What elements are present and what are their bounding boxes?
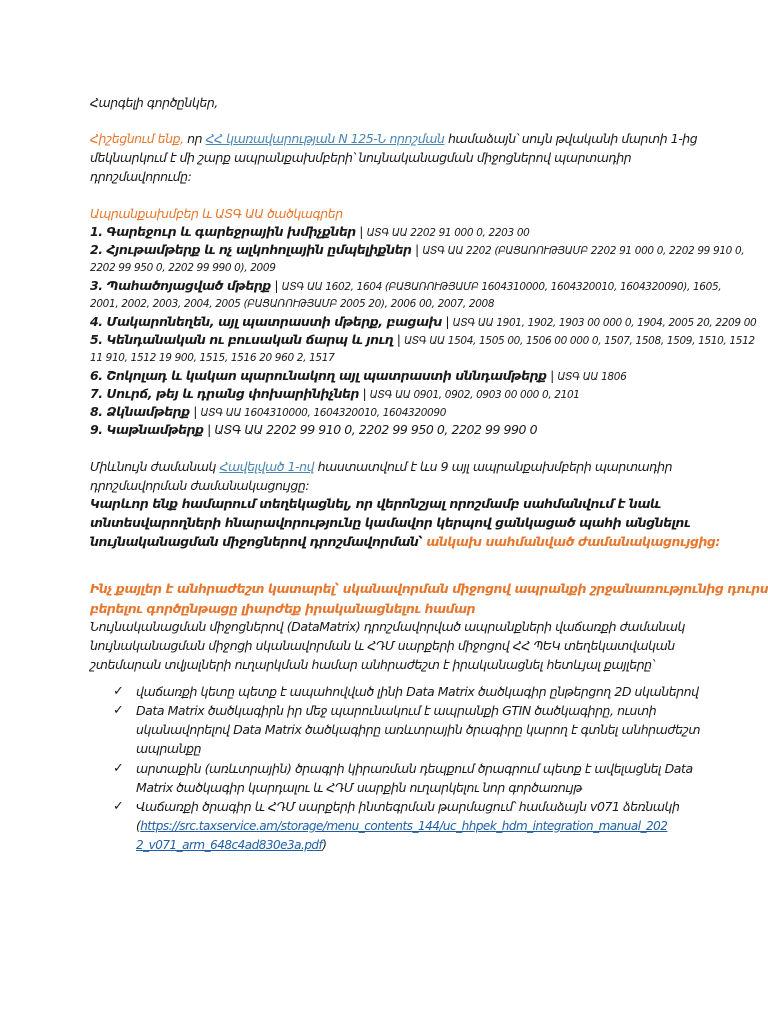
group-name: 8. Ձկնամթերք bbox=[90, 404, 190, 419]
note-line-1 bbox=[90, 458, 672, 476]
group-item-2-codes-cont: 2202 99 950 0, 2202 99 990 0), 2009 bbox=[90, 262, 276, 274]
check-icon: ✓ bbox=[113, 799, 124, 814]
group-item-9 bbox=[90, 421, 537, 439]
group-item-5-codes-cont: 11 910, 1512 19 900, 1515, 1516 20 960 2, 1517 bbox=[90, 352, 335, 364]
intro-line-3: դրոշմավորումը: bbox=[90, 169, 192, 184]
integration-manual-link[interactable]: https://src.taxservice.am/storage/menu_contents_144/uc_hhpek_hdm_integration_manual_202 bbox=[140, 819, 668, 833]
group-codes: ԱՏԳ ԱԱ 1604310000, 1604320010, 1604320090 bbox=[200, 407, 447, 419]
bullet-4-url-line-2 bbox=[136, 836, 326, 854]
important-highlight: անկախ սահմանված ժամանակացույցից: bbox=[422, 534, 720, 549]
separator: | bbox=[358, 386, 370, 401]
steps-heading-line-1: Ինչ քայլեր է անհրաժեշտ կատարել՝ սկանավորման միջոցով ապրանքի շրջանառությունից դուրս bbox=[90, 581, 768, 596]
decision-125-link[interactable]: ՀՀ կառավարության N 125-Ն որոշման bbox=[205, 131, 445, 146]
bullet-2-line-1: Data Matrix ծածկագիրն իր մեջ պարունակում է ապրանքի GTIN ծածկագիրը, ուստի bbox=[136, 703, 657, 718]
separator: | bbox=[203, 422, 215, 437]
note-text-tail: հաստատվում է ևս 9 այլ ապրանքախմբերի պարտադիր bbox=[314, 459, 673, 474]
important-line-2: տնտեսվարողների հնարավորությունը կամավոր կերպով ցանկացած պահի անցնելու bbox=[90, 515, 691, 530]
intro-highlight: Հիշեցնում ենք, bbox=[90, 131, 184, 146]
important-line-1: Կարևոր ենք համարում տեղեկացնել, որ վերոնշյալ որոշմամբ սահմանվում է նաև bbox=[90, 496, 661, 511]
bullet-2-line-2: սկանավորելով Data Matrix ծածկագիրը առևտրային ծրագիրը կարող է գտնել անհրաժեշտ bbox=[136, 722, 701, 737]
check-icon: ✓ bbox=[113, 684, 124, 699]
group-name: 6. Շոկոլադ և կակաո պարունակող այլ պատրաստի սննդամթերք bbox=[90, 368, 547, 383]
group-name: 7. Սուրճ, թեյ և դրանց փոխարինիչներ bbox=[90, 386, 359, 401]
separator: | bbox=[411, 242, 423, 257]
bullet-2-line-3: ապրանքը bbox=[136, 741, 202, 756]
group-item-3-codes-cont: 2001, 2002, 2003, 2004, 2005 (ԲԱՑԱՌՈՒԹՅԱՄԲ 2005 20), 2006 00, 2007, 2008 bbox=[90, 298, 495, 310]
note-text: Միևնույն ժամանակ bbox=[90, 459, 220, 474]
groups-heading: Ապրանքախմբեր և ԱՏԳ ԱԱ ծածկագրեր bbox=[90, 206, 343, 221]
group-name: 9. Կաթնամթերք bbox=[90, 422, 204, 437]
check-icon: ✓ bbox=[113, 703, 124, 718]
group-name: 1. Գարեջուր և գարեջրային խմիչքներ bbox=[90, 224, 356, 239]
steps-heading-line-2: բերելու գործընթացը լիարժեք իրականացնելու համար bbox=[90, 601, 476, 616]
bullet-4-line-1: Վաճառքի ծրագիր և ՀԴՄ սարքերի ինտեգրման թարմացում՝ համաձայն v071 ձեռնակի bbox=[136, 799, 680, 814]
group-name: 5. Կենդանական ու բուսական ճարպ և յուղ bbox=[90, 332, 394, 347]
separator: | bbox=[355, 224, 367, 239]
bullet-4-url-line-1 bbox=[136, 817, 667, 835]
group-item-2 bbox=[90, 241, 744, 260]
bullet-3-line-1: արտաքին (առևտրային) ծրագրի կիրառման դեպքում ծրագրում պետք է ավելացնել Data bbox=[136, 761, 693, 776]
important-text: նույնականացման միջոցներով դրոշմավորման՝ bbox=[90, 534, 423, 549]
group-codes: ԱՏԳ ԱԱ 1806 bbox=[557, 371, 627, 383]
group-item-7 bbox=[90, 385, 580, 404]
separator: | bbox=[546, 368, 558, 383]
bullet-3-line-2: Matrix ծածկագիր կարդալու և ՀԴՄ սարքին ուղարկելու նոր գործառույթ bbox=[136, 780, 583, 795]
paren: ( bbox=[136, 819, 141, 833]
group-name: 2. Հյութամթերք և ոչ ալկոհոլային ըմպելիքներ bbox=[90, 242, 412, 257]
integration-manual-link-cont[interactable]: 2_v071_arm_648c4ad830e3a.pdf bbox=[136, 838, 323, 852]
steps-intro-line-2: նույնականացման միջոցի սկանավորման և ՀԴՄ սարքերի միջոցով ՀՀ ՊԵԿ տեղեկատվական bbox=[90, 638, 675, 653]
separator: | bbox=[189, 404, 201, 419]
greeting: Հարգելի գործընկեր, bbox=[90, 95, 218, 110]
appendix-1-link[interactable]: Հավելված 1-ով bbox=[219, 459, 315, 474]
intro-text-tail: համաձայն՝ սույն թվականի մարտի 1-ից bbox=[444, 131, 698, 146]
group-item-5 bbox=[90, 331, 755, 350]
group-codes: ԱՏԳ ԱԱ 1504, 1505 00, 1506 00 000 0, 1507, 1508, 1509, 1510, 1512 bbox=[404, 335, 755, 347]
separator: | bbox=[270, 278, 282, 293]
group-item-3 bbox=[90, 277, 721, 296]
separator: | bbox=[393, 332, 405, 347]
note-line-2: դրոշմավորման ժամանակացույցը: bbox=[90, 478, 310, 493]
group-item-8 bbox=[90, 403, 446, 422]
steps-intro-line-3: շտեմարան տվյալների ուղարկման համար անհրաժեշտ է իրականացնել հետևյալ քայլերը՝ bbox=[90, 657, 655, 672]
group-codes: ԱՏԳ ԱԱ 1901, 1902, 1903 00 000 0, 1904, 2005 20, 2209 00 bbox=[452, 317, 757, 329]
intro-line-2: մեկնարկում է մի շարք ապրանքախմբերի՝ նույնականացման միջոցներով պարտադիր bbox=[90, 150, 632, 165]
bullet-1: վաճառքի կետը պետք է ապահովված լինի Data Matrix ծածկագիր ընթերցող 2D սկաներով bbox=[136, 684, 699, 699]
steps-intro-line-1: Նույնականացման միջոցներով (DataMatrix) դրոշմավորված ապրանքների վաճառքի ժամանակ bbox=[90, 619, 685, 634]
group-codes: ԱՏԳ ԱԱ 2202 (ԲԱՑԱՌՈՒԹՅԱՄԲ 2202 91 000 0, 2202 99 910 0, bbox=[422, 245, 745, 257]
group-item-1 bbox=[90, 223, 529, 242]
group-codes: ԱՏԳ ԱԱ 2202 99 910 0, 2202 99 950 0, 2202 99 990 0 bbox=[214, 422, 538, 437]
intro-line-1 bbox=[90, 130, 697, 148]
important-line-3 bbox=[90, 533, 720, 551]
group-codes: ԱՏԳ ԱԱ 0901, 0902, 0903 00 000 0, 2101 bbox=[369, 389, 580, 401]
group-codes: ԱՏԳ ԱԱ 2202 91 000 0, 2203 00 bbox=[366, 227, 530, 239]
intro-text: որ bbox=[183, 131, 206, 146]
group-codes: ԱՏԳ ԱԱ 1602, 1604 (ԲԱՑԱՌՈՒԹՅԱՄԲ 1604310000, 1604320010, 1604320090), 1605, bbox=[281, 281, 722, 293]
group-item-6 bbox=[90, 367, 626, 386]
group-name: 4. Մակարոնեղեն, այլ պատրաստի մթերք, բացախ bbox=[90, 314, 442, 329]
paren: ) bbox=[322, 838, 327, 852]
separator: | bbox=[441, 314, 453, 329]
check-icon: ✓ bbox=[113, 761, 124, 776]
group-name: 3. Պահածոյացված մթերք bbox=[90, 278, 271, 293]
group-item-4 bbox=[90, 313, 756, 332]
